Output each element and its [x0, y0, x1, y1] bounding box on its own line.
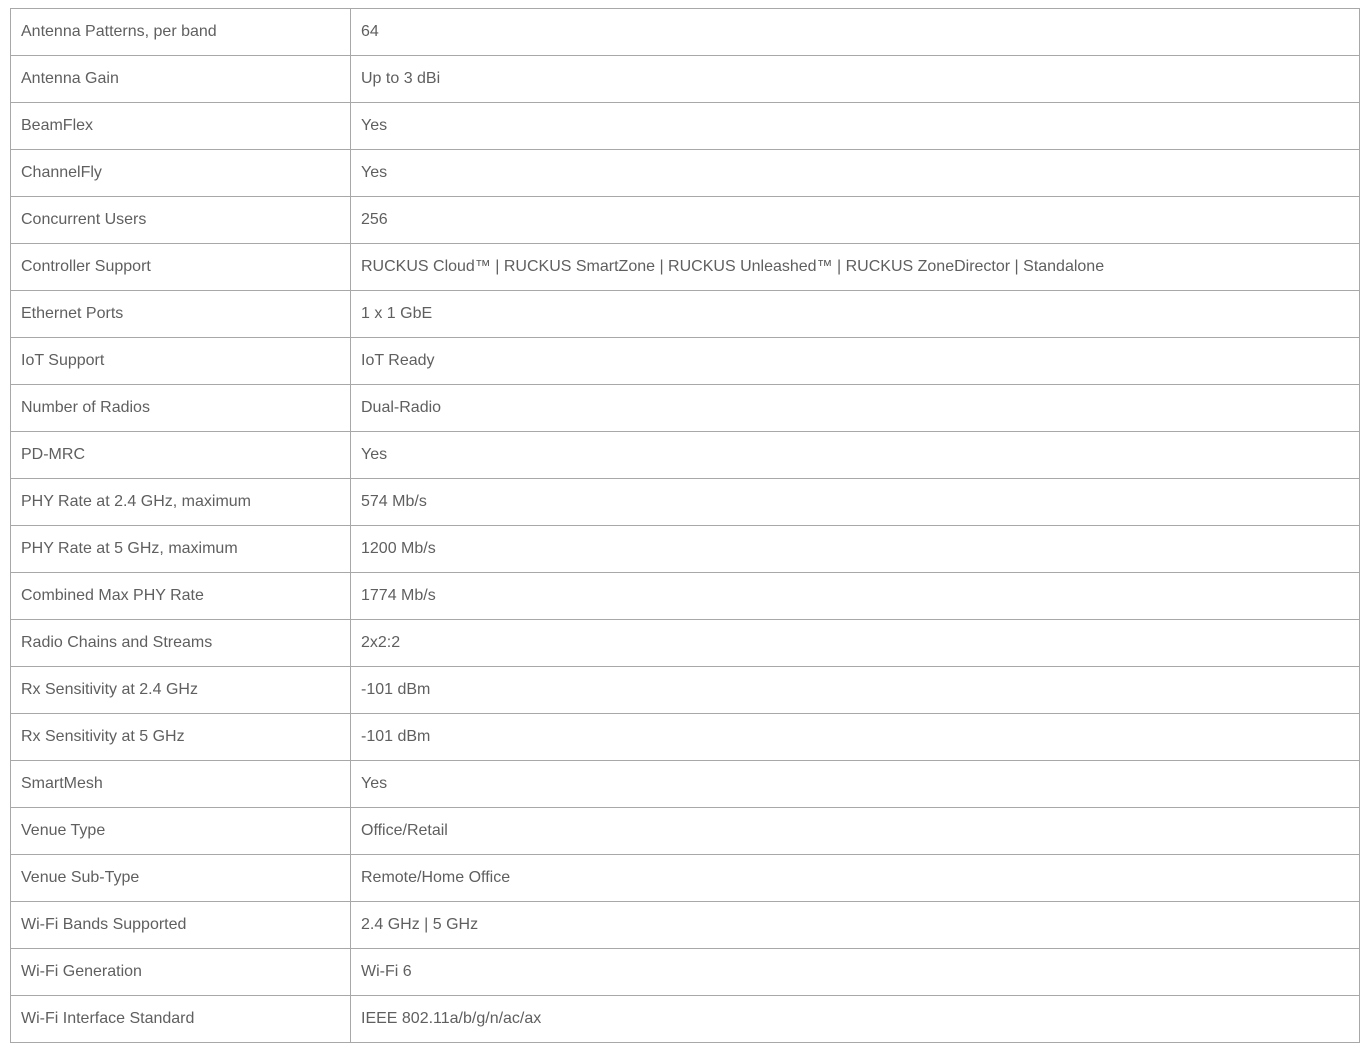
table-row — [11, 667, 1360, 714]
spec-label: SmartMesh — [11, 761, 351, 808]
spec-label: BeamFlex — [11, 103, 351, 150]
spec-value: Remote/Home Office — [351, 855, 1360, 902]
table-row — [11, 526, 1360, 573]
table-row — [11, 244, 1360, 291]
spec-label: Antenna Gain — [11, 56, 351, 103]
table-row — [11, 949, 1360, 996]
spec-label: Venue Type — [11, 808, 351, 855]
table-row — [11, 902, 1360, 949]
table-row — [11, 56, 1360, 103]
table-row — [11, 855, 1360, 902]
spec-value: 1200 Mb/s — [351, 526, 1360, 573]
spec-value: Dual-Radio — [351, 385, 1360, 432]
spec-label: PHY Rate at 5 GHz, maximum — [11, 526, 351, 573]
spec-label: Rx Sensitivity at 5 GHz — [11, 714, 351, 761]
spec-label: Ethernet Ports — [11, 291, 351, 338]
spec-label: PHY Rate at 2.4 GHz, maximum — [11, 479, 351, 526]
spec-label: Wi-Fi Generation — [11, 949, 351, 996]
spec-value: Wi-Fi 6 — [351, 949, 1360, 996]
table-row — [11, 197, 1360, 244]
spec-label: Combined Max PHY Rate — [11, 573, 351, 620]
spec-value: 2x2:2 — [351, 620, 1360, 667]
spec-value: Yes — [351, 103, 1360, 150]
table-row — [11, 385, 1360, 432]
table-row — [11, 291, 1360, 338]
spec-label: Radio Chains and Streams — [11, 620, 351, 667]
spec-value: 256 — [351, 197, 1360, 244]
spec-label: PD-MRC — [11, 432, 351, 479]
spec-value: 2.4 GHz | 5 GHz — [351, 902, 1360, 949]
table-row — [11, 150, 1360, 197]
spec-label: Rx Sensitivity at 2.4 GHz — [11, 667, 351, 714]
spec-label: Wi-Fi Bands Supported — [11, 902, 351, 949]
table-row — [11, 103, 1360, 150]
table-row — [11, 9, 1360, 56]
spec-label: Controller Support — [11, 244, 351, 291]
spec-value: Yes — [351, 761, 1360, 808]
table-row — [11, 338, 1360, 385]
spec-table — [10, 8, 1360, 1043]
spec-value: 1774 Mb/s — [351, 573, 1360, 620]
table-row — [11, 808, 1360, 855]
table-row — [11, 996, 1360, 1043]
spec-value: RUCKUS Cloud™ | RUCKUS SmartZone | RUCKUS Unleashed™ | RUCKUS ZoneDirector | Standalone — [351, 244, 1360, 291]
spec-value: Yes — [351, 432, 1360, 479]
spec-label: Antenna Patterns, per band — [11, 9, 351, 56]
spec-value: Yes — [351, 150, 1360, 197]
spec-label: Concurrent Users — [11, 197, 351, 244]
table-row — [11, 573, 1360, 620]
spec-value: 64 — [351, 9, 1360, 56]
spec-label: Venue Sub-Type — [11, 855, 351, 902]
spec-label: IoT Support — [11, 338, 351, 385]
spec-value: -101 dBm — [351, 714, 1360, 761]
spec-value: IoT Ready — [351, 338, 1360, 385]
spec-label: Number of Radios — [11, 385, 351, 432]
spec-value: 1 x 1 GbE — [351, 291, 1360, 338]
spec-value: Office/Retail — [351, 808, 1360, 855]
table-row — [11, 620, 1360, 667]
table-row — [11, 761, 1360, 808]
spec-label: Wi-Fi Interface Standard — [11, 996, 351, 1043]
spec-value: IEEE 802.11a/b/g/n/ac/ax — [351, 996, 1360, 1043]
spec-value: -101 dBm — [351, 667, 1360, 714]
spec-value: Up to 3 dBi — [351, 56, 1360, 103]
table-row — [11, 714, 1360, 761]
spec-label: ChannelFly — [11, 150, 351, 197]
spec-value: 574 Mb/s — [351, 479, 1360, 526]
table-row — [11, 479, 1360, 526]
table-row — [11, 432, 1360, 479]
